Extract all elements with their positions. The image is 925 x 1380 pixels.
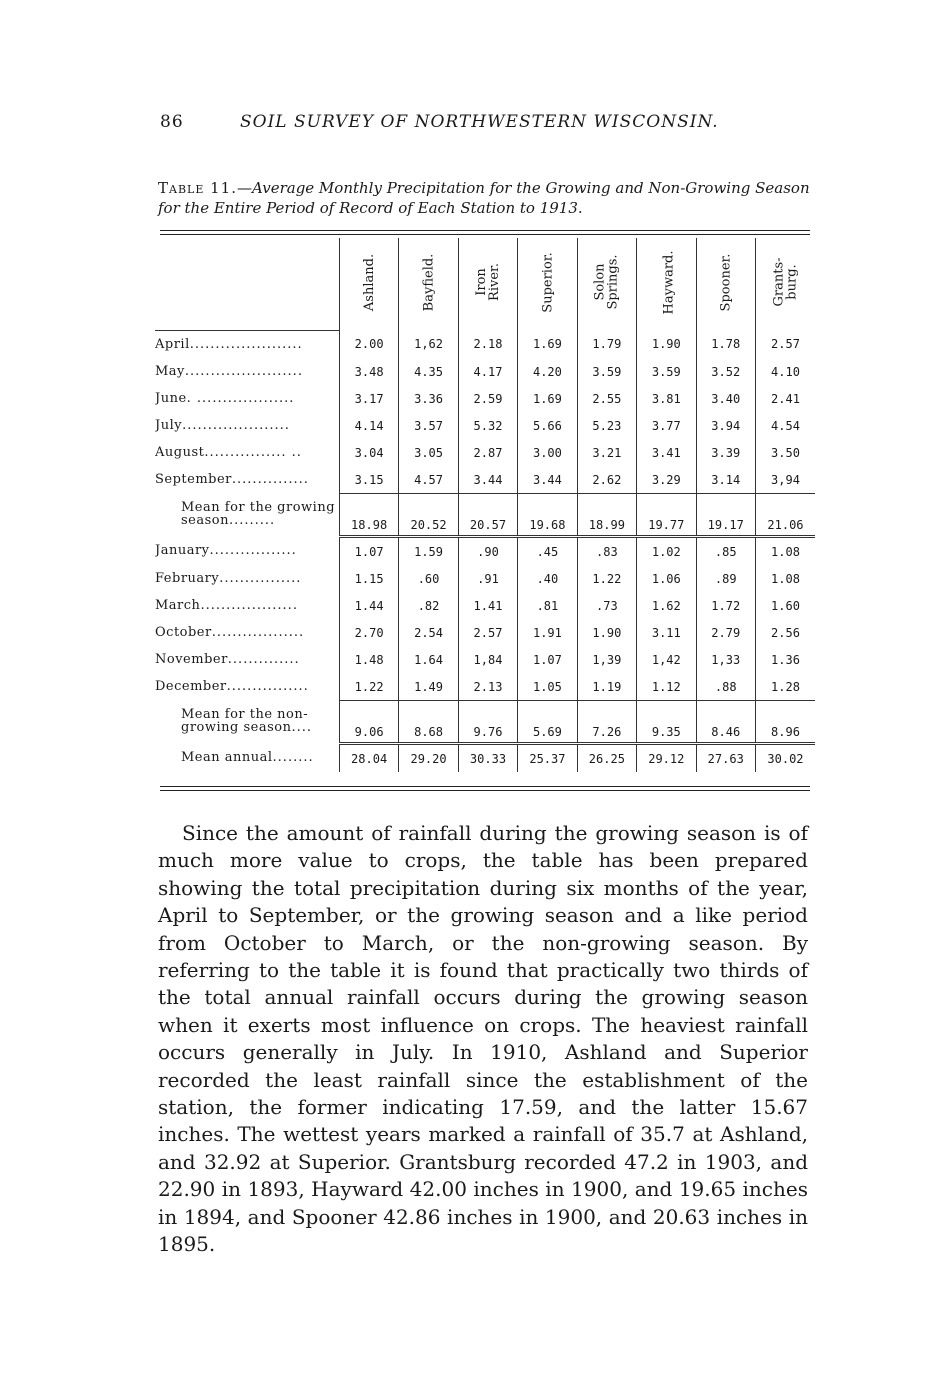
station-header: [696, 238, 755, 331]
table-cell: 1.07: [339, 537, 398, 566]
leader-dots: ................ ..: [204, 445, 302, 460]
leader-dots: .................: [209, 543, 297, 559]
table-cell: 18.99: [577, 494, 636, 537]
table-cell: 3.36: [399, 385, 458, 412]
row-label: [155, 331, 339, 359]
table-cell: 8.68: [399, 701, 458, 744]
table-cell: 2.18: [458, 331, 517, 359]
row-label-text: June: [155, 391, 187, 406]
table-cell: 1.64: [399, 646, 458, 673]
table-cell: 29.12: [637, 744, 696, 773]
running-title: SOIL SURVEY OF NORTHWESTERN WISCONSIN.: [240, 112, 719, 132]
table-cell: 3.59: [577, 358, 636, 385]
table-cell: 3.44: [518, 466, 577, 494]
row-label: [155, 494, 339, 537]
table-cell: 1,39: [577, 646, 636, 673]
table-cell: 21.06: [755, 494, 815, 537]
table-cell: 2.87: [458, 439, 517, 466]
table-cell: 4.20: [518, 358, 577, 385]
table-cell: 25.37: [518, 744, 577, 773]
table-cell: 3.41: [637, 439, 696, 466]
table-cell: 1.19: [577, 673, 636, 701]
leader-dots: .......................: [184, 364, 303, 379]
station-name-line: Grants-: [771, 257, 787, 307]
row-label-text: Mean annual: [181, 750, 273, 766]
row-label: [155, 592, 339, 619]
table-cell: 5.32: [458, 412, 517, 439]
table-cell: 1.36: [755, 646, 815, 673]
table-cell: 1.90: [577, 619, 636, 646]
station-header: [637, 238, 696, 331]
month-row: [155, 412, 815, 439]
table-cell: 2.13: [458, 673, 517, 701]
table-cell: 1,84: [458, 646, 517, 673]
leader-dots: ....: [291, 719, 312, 735]
row-label: [155, 565, 339, 592]
station-header: [458, 238, 517, 331]
leader-dots: ...............: [231, 472, 309, 488]
station-name-line: Hayward.: [661, 250, 677, 315]
table-cell: 1.90: [637, 331, 696, 359]
row-label-text: February: [155, 571, 220, 586]
station-header-label: [475, 263, 501, 301]
table-cell: 3.81: [637, 385, 696, 412]
table-cell: 1.06: [637, 565, 696, 592]
month-row: [155, 537, 815, 566]
table-cell: .82: [399, 592, 458, 619]
table-cell: 3.59: [637, 358, 696, 385]
table-cell: 29.20: [399, 744, 458, 773]
row-label: [155, 358, 339, 385]
leader-dots: ................: [226, 679, 309, 695]
table-cell: .45: [518, 537, 577, 566]
leader-dots: ..............: [227, 652, 300, 667]
table-cell: 1.22: [577, 565, 636, 592]
table-cell: 19.17: [696, 494, 755, 537]
table-cell: .90: [458, 537, 517, 566]
table-cell: 5.69: [518, 701, 577, 744]
leader-dots: . ...................: [186, 391, 295, 406]
table-cell: 3.94: [696, 412, 755, 439]
row-label-text: July: [155, 418, 183, 433]
row-label: [155, 744, 339, 773]
table-cell: 3.52: [696, 358, 755, 385]
row-label-text: January: [155, 543, 210, 559]
table-cell: 20.52: [399, 494, 458, 537]
month-row: [155, 565, 815, 592]
row-label-text: November: [155, 652, 228, 667]
table-cell: 3.17: [339, 385, 398, 412]
table-cell: 30.02: [755, 744, 815, 773]
row-label-text: August: [155, 445, 205, 460]
station-header-label: [663, 250, 676, 314]
station-header-label: [719, 253, 732, 311]
row-label-text: April: [155, 337, 190, 352]
table-cell: 1.72: [696, 592, 755, 619]
row-label: [155, 385, 339, 412]
table-cell: 1.49: [399, 673, 458, 701]
station-name-line: Bayfield.: [421, 253, 437, 312]
leader-dots: ...................: [200, 598, 298, 613]
table-cell: 2.56: [755, 619, 815, 646]
station-name-line: burg.: [784, 264, 800, 300]
table-cell: 2.59: [458, 385, 517, 412]
station-name-line: Superior.: [540, 252, 556, 313]
table-cell: 2.70: [339, 619, 398, 646]
table-cell: 8.46: [696, 701, 755, 744]
table-cell: 1.78: [696, 331, 755, 359]
leader-dots: ..................: [211, 625, 305, 640]
month-row: [155, 592, 815, 619]
mean-row: [155, 494, 815, 537]
table-cell: 1.05: [518, 673, 577, 701]
table-caption: [158, 178, 810, 218]
table-cell: 1.15: [339, 565, 398, 592]
table-cell: 3.48: [339, 358, 398, 385]
table-top-rule: [160, 230, 810, 235]
table-cell: 3.15: [339, 466, 398, 494]
table-cell: 4.54: [755, 412, 815, 439]
row-label: [155, 466, 339, 494]
table-cell: 4.14: [339, 412, 398, 439]
station-name-line: Solon: [592, 263, 608, 301]
table-cell: 9.76: [458, 701, 517, 744]
table-cell: 3.04: [339, 439, 398, 466]
station-name-line: Spooner.: [718, 253, 734, 312]
table-caption-label: Table 11.: [158, 179, 237, 197]
annual-row: [155, 744, 815, 773]
table-cell: 2.54: [399, 619, 458, 646]
table-cell: 2.57: [755, 331, 815, 359]
table-cell: 30.33: [458, 744, 517, 773]
table-cell: 3.44: [458, 466, 517, 494]
leader-dots: ................: [219, 571, 302, 586]
table-cell: 4.10: [755, 358, 815, 385]
table-body: [155, 331, 815, 773]
table-cell: .60: [399, 565, 458, 592]
table-cell: 1,42: [637, 646, 696, 673]
row-label: [155, 673, 339, 701]
month-row: [155, 385, 815, 412]
leader-dots: ........: [272, 750, 314, 766]
table-cell: 20.57: [458, 494, 517, 537]
table-cell: 1.59: [399, 537, 458, 566]
table-cell: .81: [518, 592, 577, 619]
table-cell: 3.77: [637, 412, 696, 439]
month-row: [155, 673, 815, 701]
station-header: [399, 238, 458, 331]
table-cell: 1.08: [755, 565, 815, 592]
month-row: [155, 358, 815, 385]
table-cell: 4.17: [458, 358, 517, 385]
table-cell: 3.14: [696, 466, 755, 494]
table-cell: 8.96: [755, 701, 815, 744]
table-cell: .85: [696, 537, 755, 566]
table-cell: 28.04: [339, 744, 398, 773]
table-cell: 3.40: [696, 385, 755, 412]
table-cell: 3.05: [399, 439, 458, 466]
table-cell: 1.41: [458, 592, 517, 619]
table-cell: 19.77: [637, 494, 696, 537]
row-label-text: September: [155, 472, 232, 488]
row-label-text: May: [155, 364, 185, 379]
table-cell: 5.66: [518, 412, 577, 439]
table-cell: 4.57: [399, 466, 458, 494]
table-cell: 2.62: [577, 466, 636, 494]
row-label-text: March: [155, 598, 201, 613]
table-cell: 2.00: [339, 331, 398, 359]
station-header-label: [542, 252, 555, 312]
row-label: [155, 537, 339, 566]
table-cell: 27.63: [696, 744, 755, 773]
table-cell: 2.79: [696, 619, 755, 646]
table-cell: 3.50: [755, 439, 815, 466]
table-cell: 1.48: [339, 646, 398, 673]
table-header: [155, 238, 815, 331]
table-bottom-rule: [160, 786, 810, 791]
table-cell: 1,62: [399, 331, 458, 359]
station-header: [339, 238, 398, 331]
station-header-label: [772, 257, 798, 306]
table-cell: 9.35: [637, 701, 696, 744]
table-cell: .73: [577, 592, 636, 619]
table-cell: .91: [458, 565, 517, 592]
row-label-text: December: [155, 679, 227, 695]
table-cell: 1.28: [755, 673, 815, 701]
leader-dots: .....................: [182, 418, 290, 433]
station-header: [755, 238, 815, 331]
month-row: [155, 646, 815, 673]
table-cell: 1.44: [339, 592, 398, 619]
mean-row: [155, 701, 815, 744]
table-cell: 3.21: [577, 439, 636, 466]
table-cell: 1.69: [518, 385, 577, 412]
table-cell: 1.02: [637, 537, 696, 566]
table-cell: .88: [696, 673, 755, 701]
body-paragraph: Since the amount of rainfall during the growing season is of much more value to crops, the table has been prepared showing the total precipitation during six months of the year, April to September, or the growing season and a like period from October to March, or the non-growing season. By referring to the table it is found that practically two thirds of the total annual rainfall occurs during the growing season when it exerts most influence on crops. The heaviest rainfall occurs generally in July. In 1910, Ashland and Superior recorded the least rainfall since the establishment of the station, the former indicating 17.59, and the latter 15.67 inches. The wettest years marked a rainfall of 35.7 at Ashland, and 32.92 at Superior. Grantsburg recorded 47.2 in 1903, and 22.90 in 1893, Hayward 42.00 inches in 1900, and 19.65 inches in 1894, and Spooner 42.86 inches in 1900, and 20.63 inches in 1895.: [158, 821, 808, 1257]
table-cell: .89: [696, 565, 755, 592]
station-header: [518, 238, 577, 331]
table-cell: 3,94: [755, 466, 815, 494]
month-row: [155, 331, 815, 359]
row-label-text: Mean for the non-growing season: [181, 706, 309, 735]
table-cell: 1.08: [755, 537, 815, 566]
table-cell: 19.68: [518, 494, 577, 537]
body-text: [158, 820, 808, 1259]
table-cell: 1.91: [518, 619, 577, 646]
table-cell: 2.41: [755, 385, 815, 412]
table-cell: 2.57: [458, 619, 517, 646]
row-label: [155, 412, 339, 439]
station-name-line: Iron: [473, 267, 489, 296]
table-cell: .83: [577, 537, 636, 566]
table-cell: 3.39: [696, 439, 755, 466]
table-cell: 1.22: [339, 673, 398, 701]
row-label-text: October: [155, 625, 212, 640]
precipitation-table: [155, 238, 815, 772]
table-cell: 1.12: [637, 673, 696, 701]
table-cell: 9.06: [339, 701, 398, 744]
table-cell: 7.26: [577, 701, 636, 744]
table-cell: 2.55: [577, 385, 636, 412]
station-header-label: [422, 253, 435, 311]
table-cell: 1.79: [577, 331, 636, 359]
row-label: [155, 619, 339, 646]
station-header: [577, 238, 636, 331]
table-cell: 1.07: [518, 646, 577, 673]
station-name-line: Ashland.: [361, 253, 377, 311]
table-cell: 26.25: [577, 744, 636, 773]
table-cell: 3.57: [399, 412, 458, 439]
station-header-label: [363, 254, 376, 311]
station-name-line: Springs.: [605, 254, 621, 310]
table-cell: 3.29: [637, 466, 696, 494]
table-caption-title: —Average Monthly Precipitation for the Growing and Non-Growing Season for the Entire Period of Record of Each Station to 1913.: [158, 179, 810, 217]
table-cell: 18.98: [339, 494, 398, 537]
table-cell: 1,33: [696, 646, 755, 673]
leader-dots: .........: [229, 512, 276, 528]
station-name-line: River.: [486, 262, 502, 301]
table-cell: 3.11: [637, 619, 696, 646]
table-cell: 4.35: [399, 358, 458, 385]
header-corner: [155, 238, 339, 331]
row-label-text: Mean for the growing season: [181, 499, 336, 528]
row-label: [155, 701, 339, 744]
row-label: [155, 646, 339, 673]
page-number: 86: [160, 112, 184, 132]
table-cell: 1.62: [637, 592, 696, 619]
month-row: [155, 619, 815, 646]
table-cell: 1.69: [518, 331, 577, 359]
leader-dots: ......................: [189, 337, 303, 352]
row-label: [155, 439, 339, 466]
table-cell: 5.23: [577, 412, 636, 439]
table-cell: .40: [518, 565, 577, 592]
table-cell: 1.60: [755, 592, 815, 619]
month-row: [155, 439, 815, 466]
station-header-label: [594, 254, 620, 309]
month-row: [155, 466, 815, 494]
table-cell: 3.00: [518, 439, 577, 466]
